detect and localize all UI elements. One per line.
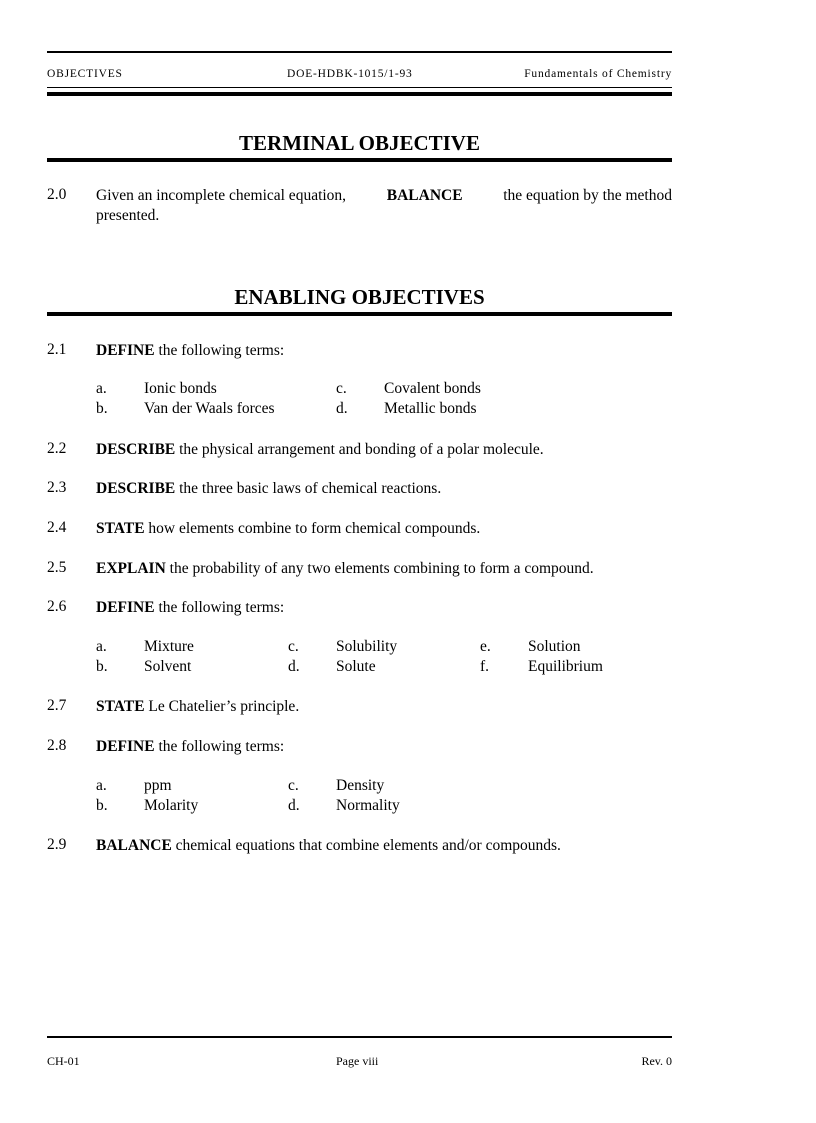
objective-keyword: EXPLAIN <box>96 560 166 577</box>
objective-keyword: DEFINE <box>96 342 155 359</box>
term-letter: c. <box>288 638 299 655</box>
terminal-keyword: BALANCE <box>386 187 463 204</box>
term-label: Equilibrium <box>528 658 603 675</box>
objective-keyword: DESCRIBE <box>96 441 176 458</box>
terminal-objective-heading: TERMINAL OBJECTIVE <box>239 131 480 155</box>
term-label: Solute <box>336 658 376 675</box>
objective-text <box>96 697 299 717</box>
objective-keyword: DEFINE <box>96 738 155 755</box>
terminal-text-post: the equation by the method <box>503 187 672 204</box>
objective-number: 2.6 <box>47 598 67 615</box>
term-label: Solubility <box>336 638 398 655</box>
terminal-objective-number: 2.0 <box>47 186 67 203</box>
term-label: Normality <box>336 797 400 814</box>
objective-description: the following terms: <box>154 738 285 755</box>
objective-text <box>96 440 544 460</box>
header-document-title: Fundamentals of Chemistry <box>524 68 672 80</box>
terminal-heading-rule <box>47 158 672 162</box>
objective-description: Le Chatelier’s principle. <box>144 698 300 715</box>
enabling-objectives-heading: ENABLING OBJECTIVES <box>234 285 485 309</box>
objective-text <box>96 598 284 618</box>
objective-keyword: DESCRIBE <box>96 480 176 497</box>
term-label: Van der Waals forces <box>144 400 275 417</box>
objective-description: chemical equations that combine elements and/or compounds. <box>171 837 561 854</box>
header-bottom-rule-thick <box>47 92 672 96</box>
footer-page-number: Page viii <box>336 1054 379 1068</box>
objective-keyword: DEFINE <box>96 599 155 616</box>
term-label: Covalent bonds <box>384 380 481 397</box>
objective-text <box>96 737 284 757</box>
term-letter: a. <box>96 777 107 794</box>
objective-description: how elements combine to form chemical compounds. <box>144 520 481 537</box>
objective-number: 2.1 <box>47 341 67 358</box>
term-letter: a. <box>96 638 107 655</box>
term-label: Ionic bonds <box>144 380 217 397</box>
term-letter: d. <box>288 658 300 675</box>
objective-number: 2.7 <box>47 697 67 714</box>
term-label: Solution <box>528 638 581 655</box>
term-letter: d. <box>336 400 348 417</box>
objective-description: the physical arrangement and bonding of a polar molecule. <box>175 441 544 458</box>
objective-number: 2.2 <box>47 440 67 457</box>
term-letter: c. <box>288 777 299 794</box>
objective-number: 2.3 <box>47 479 67 496</box>
header-document-id: DOE-HDBK-1015/1-93 <box>287 68 413 80</box>
terminal-objective-line-2: presented. <box>96 207 160 224</box>
term-label: Molarity <box>144 797 199 814</box>
objective-number: 2.4 <box>47 519 67 536</box>
objective-number: 2.8 <box>47 737 67 754</box>
header-bottom-rule-thin <box>47 87 672 88</box>
term-letter: a. <box>96 380 107 397</box>
term-letter: d. <box>288 797 300 814</box>
objective-text <box>96 559 594 579</box>
objective-text <box>96 836 561 856</box>
objective-text <box>96 341 284 361</box>
objective-description: the probability of any two elements combining to form a compound. <box>165 560 594 577</box>
term-letter: e. <box>480 638 491 655</box>
footer-rule <box>47 1036 672 1038</box>
objective-description: the three basic laws of chemical reactions. <box>175 480 442 497</box>
term-letter: b. <box>96 400 108 417</box>
term-letter: c. <box>336 380 347 397</box>
term-label: ppm <box>144 777 172 794</box>
term-label: Mixture <box>144 638 194 655</box>
enabling-heading-rule <box>47 312 672 316</box>
term-letter: f. <box>480 658 490 675</box>
term-letter: b. <box>96 658 108 675</box>
term-label: Metallic bonds <box>384 400 477 417</box>
header-section-label: OBJECTIVES <box>47 68 123 80</box>
terminal-objective-line-1 <box>96 186 672 206</box>
term-letter: b. <box>96 797 108 814</box>
objective-keyword: STATE <box>96 698 145 715</box>
objective-description: the following terms: <box>154 599 285 616</box>
terminal-text-pre: Given an incomplete chemical equation, <box>96 187 347 204</box>
footer-revision: Rev. 0 <box>641 1054 672 1068</box>
objective-keyword: STATE <box>96 520 145 537</box>
header-top-rule <box>47 51 672 53</box>
term-label: Solvent <box>144 658 192 675</box>
footer-chapter: CH-01 <box>47 1054 80 1068</box>
objective-text <box>96 479 441 499</box>
objective-number: 2.9 <box>47 836 67 853</box>
objective-text <box>96 519 480 539</box>
objective-description: the following terms: <box>154 342 285 359</box>
objective-keyword: BALANCE <box>96 837 172 854</box>
term-label: Density <box>336 777 385 794</box>
objective-number: 2.5 <box>47 559 67 576</box>
